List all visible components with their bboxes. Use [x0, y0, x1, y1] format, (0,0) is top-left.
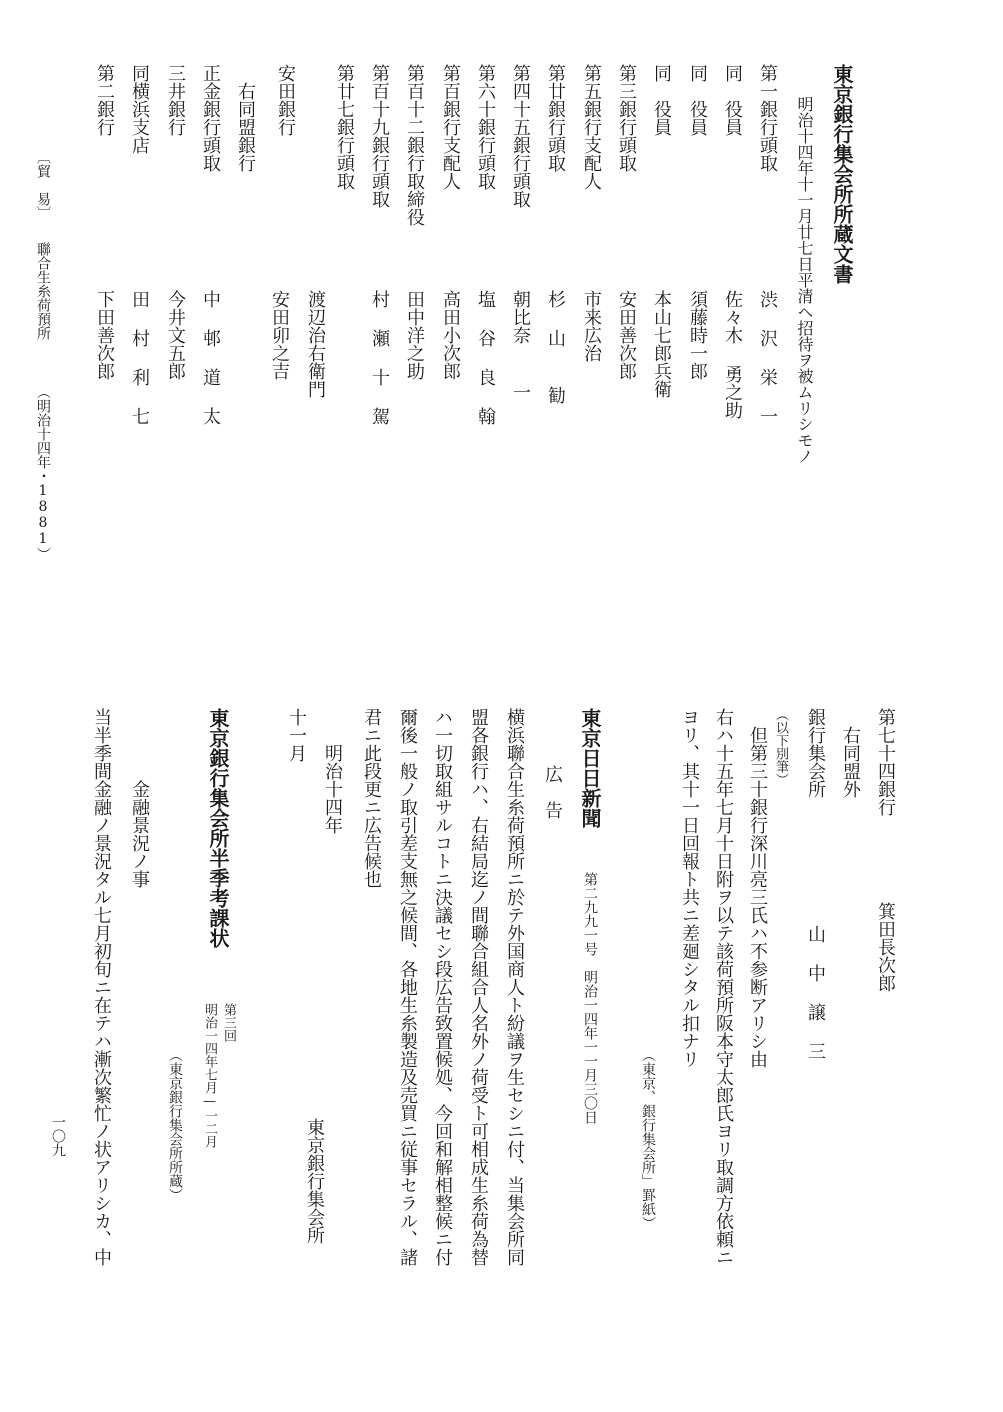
- doc1-role: 第廿七銀行頭取: [334, 64, 355, 190]
- doc1-note-line: 右ハ十五年七月十日附ヲ以テ該荷預所阪本守太郎氏ヨリ取調方依頼ニ: [713, 708, 734, 1266]
- running-head-subject: 聯合生糸荷預所: [35, 242, 51, 340]
- doc1-name: 須藤時一郎: [687, 290, 708, 380]
- doc1-role: 同 役員: [651, 64, 672, 136]
- doc1-cont-role: 第七十四銀行: [875, 708, 896, 816]
- page-number: 一〇九: [50, 1115, 66, 1157]
- doc1-role: 三井銀行: [165, 64, 186, 136]
- doc1-role: 正金銀行頭取: [200, 64, 221, 172]
- doc1-role: 同 役員: [687, 64, 708, 136]
- doc3-meta-line2: 明治一四年七月—一二月: [202, 1003, 217, 1148]
- doc2-body-line: 横浜聯合生糸荷預所ニ於テ外国商人ト紛議ヲ生セシニ付、当集会所同: [504, 708, 525, 1266]
- doc2-date-month: 十一月: [286, 708, 307, 762]
- doc1-name: 渡辺治右衛門: [305, 290, 326, 398]
- doc1-role: 第百十二銀行取締役: [404, 64, 425, 226]
- doc1-name: 村 瀬 十 駕: [369, 290, 390, 425]
- doc1-role: 安田銀行: [275, 64, 296, 136]
- doc3-meta-line1: 第三回: [221, 1003, 236, 1042]
- doc2-date-year: 明治十四年: [322, 744, 343, 834]
- doc2-signer: 東京銀行集会所: [304, 1118, 325, 1244]
- doc2-body-line: ハ一切取組サルコトニ決議セシ段広告致置候処、今回和解相整候ニ付: [432, 708, 453, 1266]
- doc1-name: 朝比奈 一: [510, 290, 531, 401]
- doc1-name: 渋 沢 栄 一: [757, 290, 778, 425]
- doc1-name: 佐々木 勇之助: [722, 290, 743, 419]
- doc1-source: （東京、銀行集会所」罫紙）: [640, 1048, 656, 1230]
- doc3-heading: 金融景況ノ事: [129, 780, 150, 888]
- doc1-name: 塩 谷 良 翰: [475, 290, 496, 425]
- doc1-name: 今井文五郎: [165, 290, 186, 380]
- running-head-section: 〔貿 易〕: [35, 150, 51, 220]
- doc1-role: 同横浜支店: [129, 64, 150, 154]
- doc2-heading: 広 告: [542, 765, 563, 819]
- doc1-role: 第一銀行頭取: [757, 64, 778, 172]
- running-head-period: （明治十四年・1881）: [35, 385, 51, 561]
- doc1-role: 第三銀行頭取: [616, 64, 637, 172]
- doc2-issue: 第二九九一号 明治一四年一一月三〇日: [582, 872, 598, 1124]
- doc1-title: 東京銀行集会所所蔵文書: [830, 64, 854, 284]
- doc1-role: 第五銀行支配人: [581, 64, 602, 190]
- doc2-body-line: 爾後一般ノ取引差支無之候間、各地生糸製造及売買ニ従事セラル、諸: [397, 708, 418, 1266]
- doc1-cont-role: 銀行集会所: [805, 708, 826, 798]
- doc3-source: （東京銀行集会所所蔵）: [167, 1048, 183, 1202]
- doc1-name: 高田小次郎: [440, 290, 461, 380]
- doc1-name: 安田卯之吉: [269, 290, 290, 380]
- doc1-name: 中 邨 道 太: [200, 290, 221, 425]
- doc1-note-head: （以下別筆）: [773, 708, 788, 786]
- doc2-body-line: 盟各銀行ハ、右結局迄ノ間聯合組合人名外ノ荷受ト可相成生糸荷為替: [468, 708, 489, 1266]
- doc1-role: 第六十銀行頭取: [475, 64, 496, 190]
- doc3-title: 東京銀行集会所半季考課状: [206, 708, 230, 948]
- doc1-role: 同 役員: [722, 64, 743, 136]
- doc1-name: 杉 山 勧: [545, 290, 566, 404]
- doc1-role: 第二銀行: [94, 64, 115, 136]
- doc1-role: 第百銀行支配人: [440, 64, 461, 190]
- doc1-note-line: 但第三十銀行深川亮三氏ハ不参断アリシ由: [747, 708, 768, 1068]
- doc1-name: 市来広治: [581, 290, 602, 362]
- doc1-cont-name: 山 中 譲 三: [805, 925, 826, 1060]
- doc1-role: 第百十九銀行頭取: [369, 64, 390, 208]
- doc2-body-line: 君ニ此段更ニ広告候也: [361, 708, 382, 888]
- doc1-role: 第四十五銀行頭取: [510, 64, 531, 208]
- doc3-body-line: 当半季間金融ノ景況タル七月初旬ニ在テハ漸次繁忙ノ状アリシカ、中: [91, 708, 112, 1266]
- doc1-cont-name: 箕田長次郎: [875, 902, 896, 992]
- doc1-name: 田中洋之助: [404, 290, 425, 380]
- doc1-cont-role: 右同盟外: [840, 708, 861, 798]
- doc1-note-line: ヨリ、其十一日回報ト共ニ差廻シタル扣ナリ: [679, 708, 700, 1068]
- doc2-title: 東京日日新聞: [578, 708, 602, 828]
- doc1-name: 下田善次郎: [94, 290, 115, 380]
- doc1-subtitle: 明治十四年十一月廿七日平清ヘ招待ヲ被ムリシモノ: [795, 96, 814, 464]
- doc1-name: 田 村 利 七: [129, 290, 150, 425]
- doc1-name: 安田善次郎: [616, 290, 637, 380]
- doc1-role: 第廿銀行頭取: [545, 64, 566, 172]
- doc1-name: 本山七郎兵衛: [651, 290, 672, 398]
- doc1-role: 右同盟銀行: [235, 64, 256, 172]
